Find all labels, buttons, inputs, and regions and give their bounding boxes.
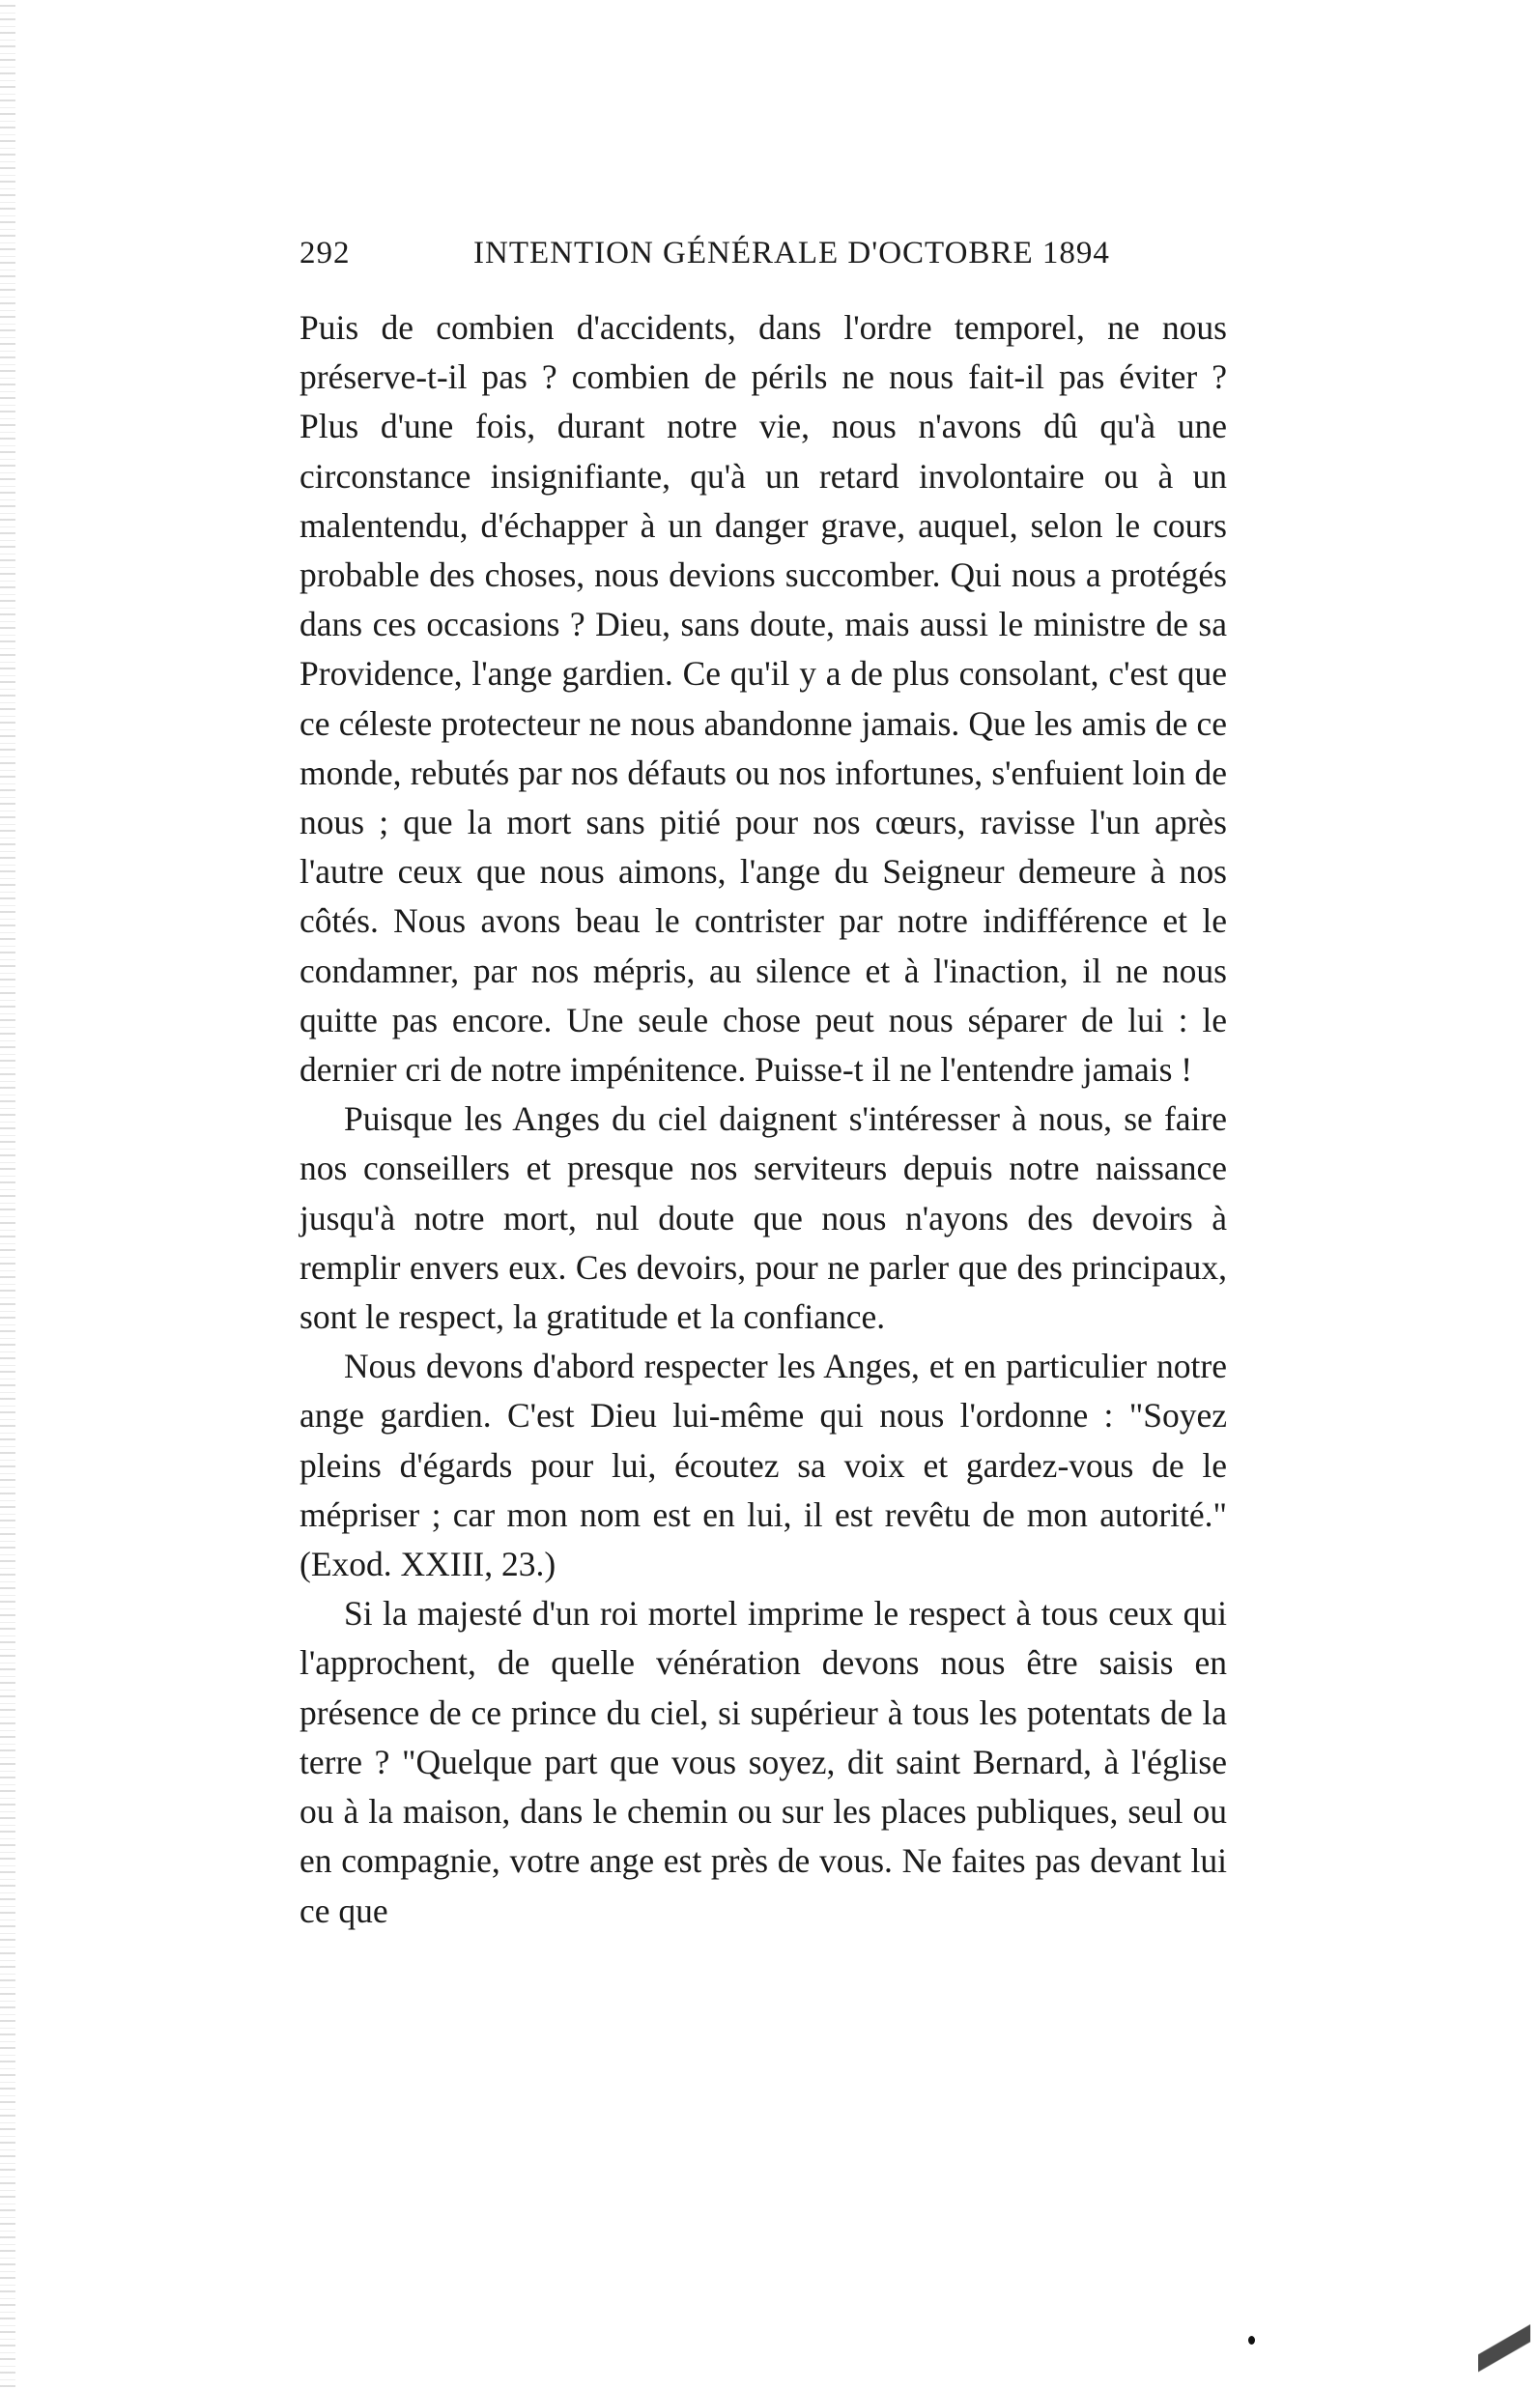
running-head-title: INTENTION GÉNÉRALE D'OCTOBRE 1894 <box>473 236 1110 270</box>
paragraph-2: Puisque les Anges du ciel daignent s'intéresser à nous, se faire nos conseillers et presque nos serviteurs depuis notre naissance jusqu'à notre mort, nul doute que nous n'ayons des devoirs à remplir envers eux. Ces devoirs, pour ne parler que des principaux, sont le respect, la gratitude et la confiance. <box>299 1099 1227 1337</box>
page-corner-mark <box>1478 2289 1530 2376</box>
paragraph-4: Si la majesté d'un roi mortel imprime le respect à tous ceux qui l'approchent, de quelle vénération devons nous être saisis en présence de ce prince du ciel, si supérieur à tous les potentats de la terre ? "Quelque part que vous soyez, dit saint Bernard, à l'église ou à la maison, dans le chemin ou sur les places publiques, seul ou en compagnie, votre ange est près de vous. Ne faites pas devant lui ce que <box>299 1594 1227 1930</box>
body-text <box>299 303 1227 1936</box>
running-head <box>299 236 1239 274</box>
page-number: 292 <box>299 236 351 270</box>
ink-speck <box>1248 2336 1255 2345</box>
paragraph-1: Puis de combien d'accidents, dans l'ordre temporel, ne nous préserve-t-il pas ? combien de périls ne nous fait-il pas éviter ? Plus d'une fois, durant notre vie, nous n'avons dû qu'à une circonstance insignifiante, qu'à un retard involontaire ou à un malentendu, d'échapper à un danger grave, auquel, selon le cours probable des choses, nous devions succomber. Qui nous a protégés dans ces occasions ? Dieu, sans doute, mais aussi le ministre de sa Providence, l'ange gardien. Ce qu'il y a de plus consolant, c'est que ce céleste protecteur ne nous abandonne jamais. Que les amis de ce monde, rebutés par nos défauts ou nos infortunes, s'enfuient loin de nous ; que la mort sans pitié pour nos cœurs, ravisse l'un après l'autre ceux que nous aimons, l'ange du Seigneur demeure à nos côtés. Nous avons beau le contrister par notre indifférence et le condamner, par nos mépris, au silence et à l'inaction, il ne nous quitte pas encore. Une seule chose peut nous séparer de lui : le dernier cri de notre impénitence. Puisse-t il ne l'entendre jamais ! <box>299 308 1227 1090</box>
binding-edge <box>0 0 15 2389</box>
paragraph-3: Nous devons d'abord respecter les Anges, et en particulier notre ange gardien. C'est Dieu lui-même qui nous l'ordonne : "Soyez pleins d'égards pour lui, écoutez sa voix et gardez-vous de le mépriser ; car mon nom est en lui, il est revêtu de mon autorité." (Exod. XXIII, 23.) <box>299 1347 1227 1584</box>
